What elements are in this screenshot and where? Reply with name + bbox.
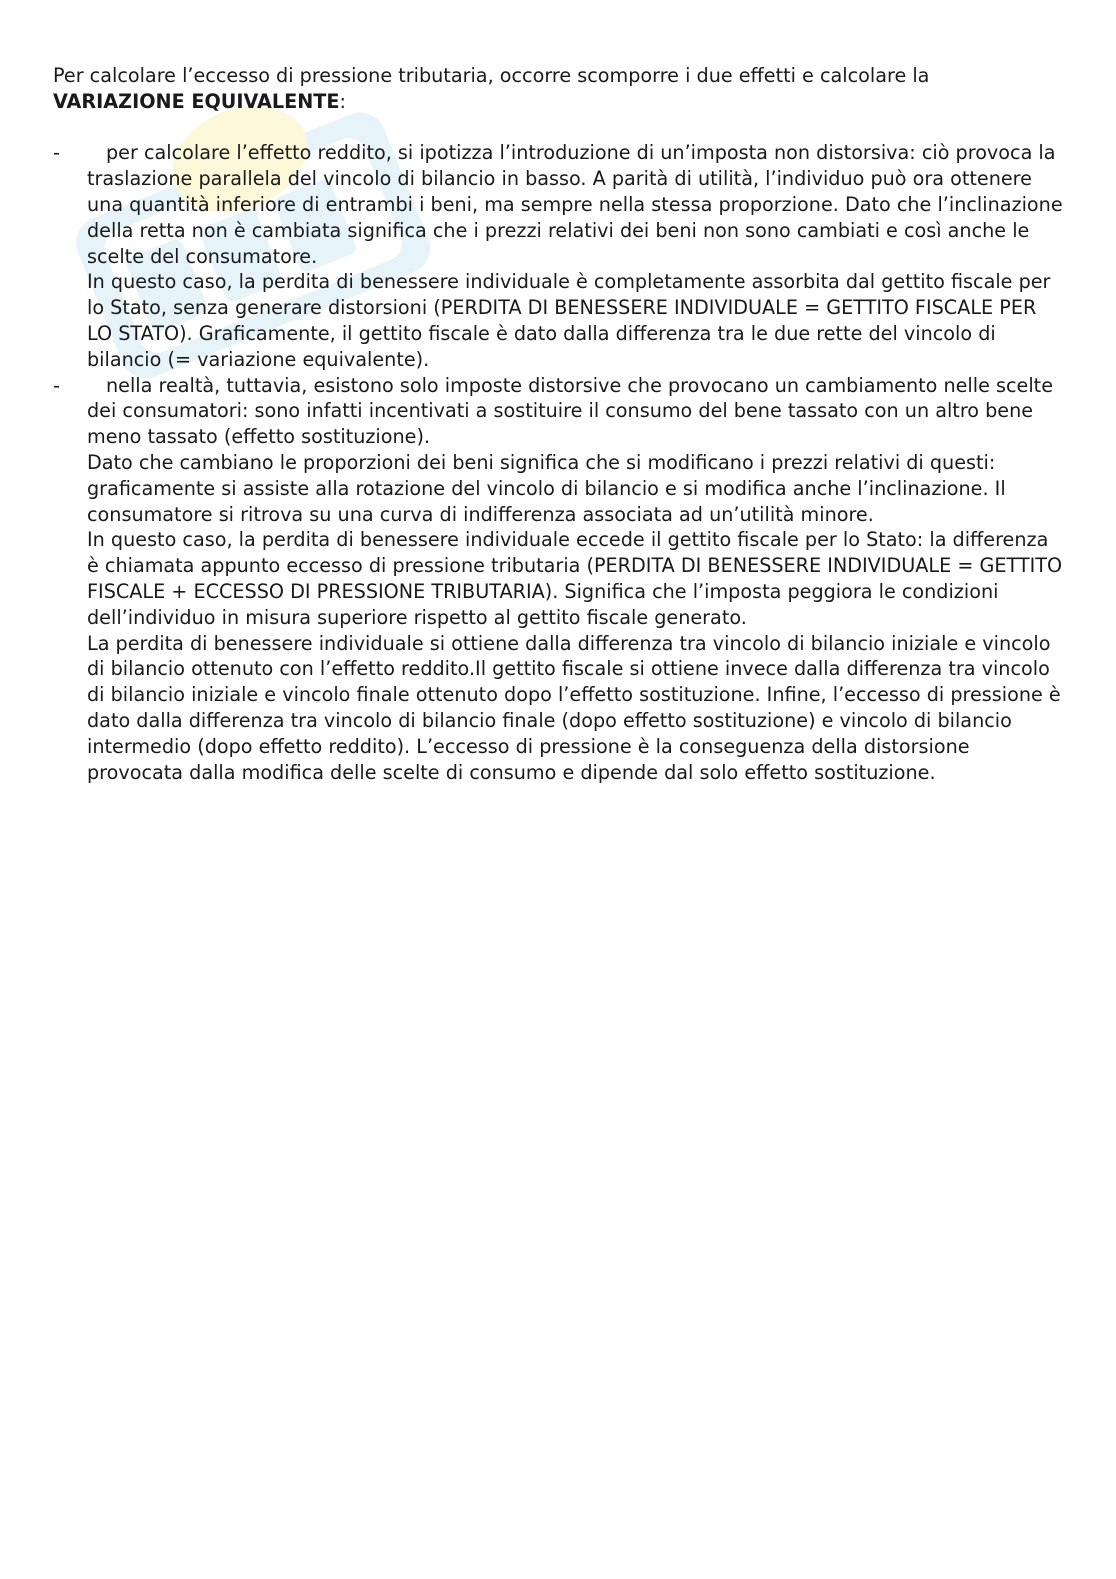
- heading-suffix: :: [339, 89, 346, 113]
- bullet-item: [53, 373, 1063, 786]
- spacer: [53, 115, 1063, 141]
- bullet-paragraph: Dato che cambiano le proporzioni dei beni significa che si modificano i prezzi relativi di questi: graficamente si assiste alla rotazione del vincolo di bilancio e si modifica anche l’inclinazione. Il consumatore si ritrova su una curva di indifferenza associata ad un’utilità minore.: [87, 450, 1006, 526]
- intro-section: [53, 63, 1063, 115]
- section-heading: VARIAZIONE EQUIVALENTE: [53, 89, 340, 113]
- bullet-item: [53, 140, 1063, 372]
- intro-text: Per calcolare l’eccesso di pressione tributaria, occorre scomporre i due effetti e calcolare la: [53, 64, 930, 87]
- bullet-paragraph: per calcolare l’effetto reddito, si ipotizza l’introduzione di un’imposta non distorsiva: ciò provoca la traslazione parallela del vincolo di bilancio in basso. A parità di utilità, l’individuo può ora ottenere una quantità inferiore di entrambi i beni, ma sempre nella stessa proporzione. Dato che l’inclinazione della retta non è cambiata significa che i prezzi relativi dei beni non sono cambiati e così anche le scelte del consumatore.: [87, 141, 1063, 268]
- bullet-paragraph: La perdita di benessere individuale si ottiene dalla differenza tra vincolo di bilancio iniziale e vincolo di bilancio ottenuto con l’effetto reddito.Il gettito fiscale si ottiene invece dalla differenza tra vincolo di bilancio iniziale e vincolo finale ottenuto dopo l’effetto sostituzione. Infine, l’eccesso di pressione è dato dalla differenza tra vincolo di bilancio finale (dopo effetto sostituzione) e vincolo di bilancio intermedio (dopo effetto reddito). L’eccesso di pressione è la conseguenza della distorsione provocata dalla modifica delle scelte di consumo e dipende dal solo effetto sostituzione.: [87, 631, 1061, 784]
- bullet-paragraph: In questo caso, la perdita di benessere individuale è completamente assorbita dal gettito fiscale per lo Stato, senza generare distorsioni (PERDITA DI BENESSERE INDIVIDUALE = GETTITO FISCALE PER LO STATO). Graficamente, il gettito fiscale è dato dalla differenza tra le due rette del vincolo di bilancio (= variazione equivalente).: [87, 270, 1051, 371]
- heading-line: [53, 89, 1063, 115]
- bullet-paragraph: In questo caso, la perdita di benessere individuale eccede il gettito fiscale per lo Stato: la differenza è chiamata appunto eccesso di pressione tributaria (PERDITA DI BENESSERE INDIVIDUALE = GETTITO FISCALE + ECCESSO DI PRESSIONE TRIBUTARIA). Significa che l’imposta peggiora le condizioni dell’individuo in misura superiore rispetto al gettito fiscale generato.: [87, 528, 1063, 629]
- bullet-marker: -: [53, 141, 60, 165]
- bullet-paragraph: nella realtà, tuttavia, esistono solo imposte distorsive che provocano un cambiamento nelle scelte dei consumatori: sono infatti incentivati a sostituire il consumo del bene tassato con un altro bene meno tassato (effetto sostituzione).: [87, 373, 1054, 449]
- document-page: [53, 63, 1063, 785]
- bullet-marker: -: [53, 373, 60, 397]
